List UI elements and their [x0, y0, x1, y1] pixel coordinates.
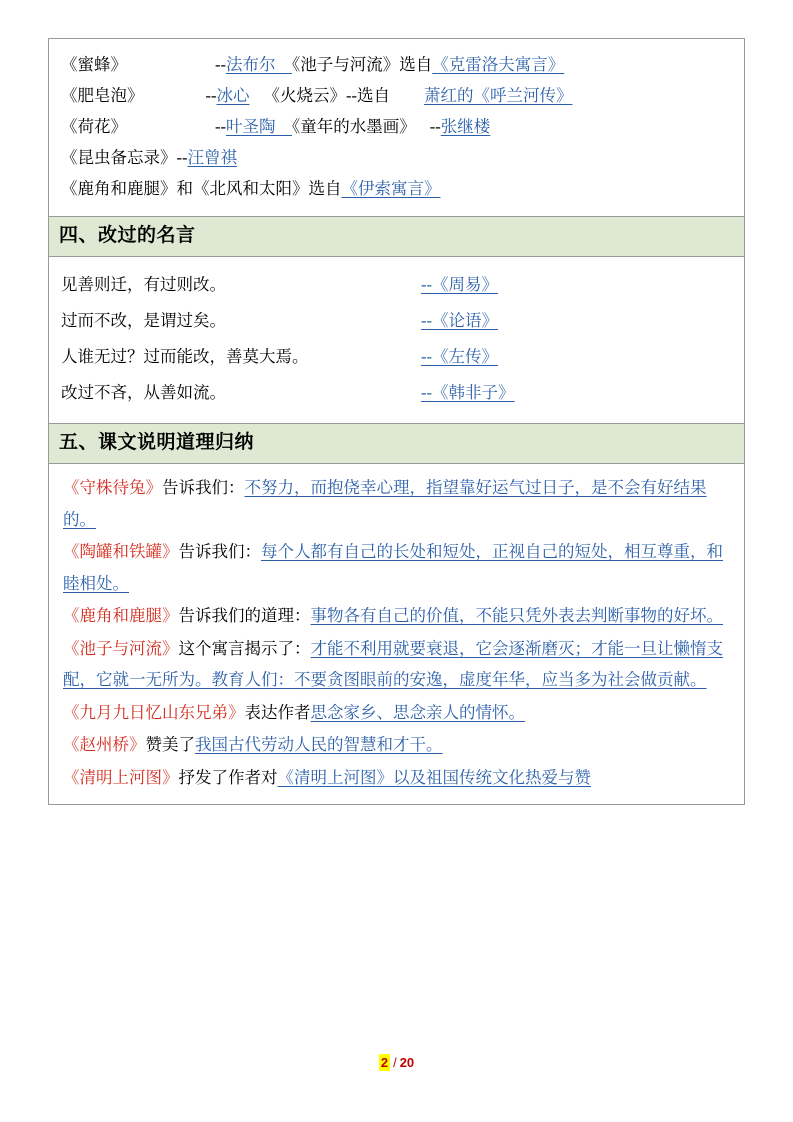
section-four-row	[49, 257, 745, 424]
section-five-heading: 五、课文说明道理归纳	[59, 432, 255, 453]
lesson-item	[63, 633, 732, 696]
lessons-list	[49, 464, 744, 804]
author-line: 《蜜蜂》 --法布尔 《池子与河流》选自《克雷洛夫寓言》	[61, 55, 565, 74]
lesson-connector: 表达作者	[244, 702, 311, 722]
lesson-content: 每个人都有自己的长处和短处，正视自己的短处，相互尊重，和睦相处。	[63, 542, 723, 593]
page-separator: /	[393, 1055, 397, 1070]
lesson-item	[63, 536, 732, 599]
lesson-content: 事物各有自己的价值，不能只凭外表去判断事物的好坏。	[310, 606, 723, 625]
page-total: 20	[399, 1055, 415, 1070]
author-line: 《肥皂泡》 --冰心 《火烧云》--选自 萧红的《呼兰河传》	[61, 86, 573, 105]
lesson-title: 《陶罐和铁罐》	[63, 542, 179, 561]
author-line: 《鹿角和鹿腿》和《北风和太阳》选自《伊索寓言》	[61, 179, 441, 198]
lesson-content: 我国古代劳动人民的智慧和才干。	[195, 735, 443, 754]
lesson-title: 《池子与河流》	[63, 638, 179, 658]
page-footer	[0, 1055, 793, 1070]
lesson-connector: 告诉我们：	[162, 478, 245, 497]
lesson-item	[63, 697, 732, 729]
lesson-connector: 抒发了作者对	[178, 767, 278, 787]
page-number: 2	[380, 1055, 389, 1070]
maxim-text: 见善则迁，有过则改。	[61, 275, 226, 294]
lesson-connector: 这个寓言揭示了：	[178, 638, 311, 658]
maxim-text: 改过不吝，从善如流。	[61, 383, 226, 402]
lesson-title: 《赵州桥》	[63, 735, 146, 754]
section-four-header-row	[49, 217, 745, 257]
lesson-item	[63, 472, 732, 535]
lesson-title: 《清明上河图》	[63, 767, 179, 787]
section-five-row	[49, 464, 745, 805]
lesson-title: 《鹿角和鹿腿》	[63, 606, 179, 625]
maxim-text: 过而不改，是谓过矣。	[61, 311, 226, 330]
lesson-item	[63, 600, 732, 632]
lesson-title: 《守株待兔》	[63, 478, 162, 497]
author-line: 《荷花》 --叶圣陶 《童年的水墨画》 --张继楼	[61, 117, 491, 136]
lesson-connector: 告诉我们：	[178, 542, 261, 561]
lesson-connector: 告诉我们的道理：	[178, 606, 311, 625]
content-table	[48, 38, 745, 805]
lesson-content: 《清明上河图》以及祖国传统文化热爱与赞	[277, 767, 591, 787]
maxim-source: --《周易》	[421, 275, 498, 294]
lesson-content: 思念家乡、思念亲人的情怀。	[310, 702, 525, 722]
maxim-item	[61, 339, 732, 375]
maxim-item	[61, 375, 732, 411]
lesson-content: 才能不利用就要衰退，它会逐渐磨灭；才能一旦让懒惰支配，它就一无所为。教育人们：不要贪图眼前的安逸，虚度年华，应当多为社会做贡献。	[63, 638, 723, 689]
lesson-title: 《九月九日忆山东兄弟》	[63, 702, 245, 722]
section-five-header-row	[49, 424, 745, 464]
lesson-connector: 赞美了	[145, 735, 195, 754]
lesson-item	[63, 762, 732, 794]
authors-section	[49, 39, 744, 216]
maxim-item	[61, 303, 732, 339]
maxim-source: --《韩非子》	[421, 383, 515, 402]
section-four-heading: 四、改过的名言	[59, 225, 196, 246]
maxim-source: --《论语》	[421, 311, 498, 330]
maxim-item	[61, 267, 732, 303]
maxim-source: --《左传》	[421, 347, 498, 366]
maxim-text: 人谁无过？过而能改，善莫大焉。	[61, 347, 309, 366]
author-line: 《昆虫备忘录》--汪曾祺	[61, 148, 237, 167]
authors-row	[49, 39, 745, 217]
lesson-content: 不努力，而抱侥幸心理，指望靠好运气过日子，是不会有好结果的。	[63, 478, 707, 529]
lesson-item	[63, 729, 732, 761]
maxims-list	[49, 257, 744, 423]
